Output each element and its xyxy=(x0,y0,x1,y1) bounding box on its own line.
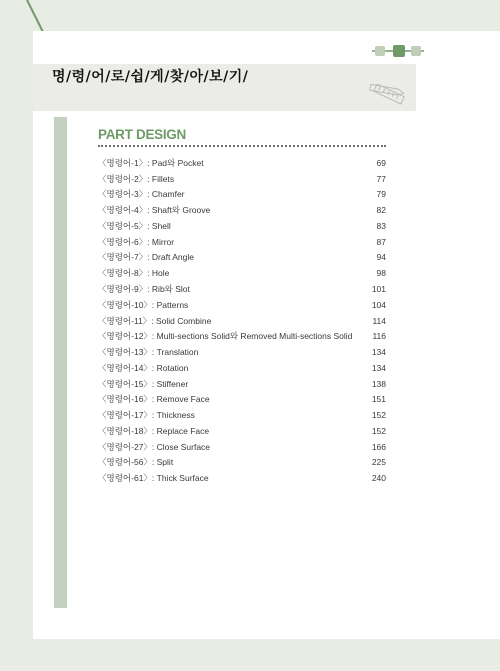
toc-label: 〈명령어-3〉: Chamfer xyxy=(98,189,185,200)
toc-page-number: 79 xyxy=(376,189,386,200)
toc-entry[interactable] xyxy=(98,455,386,471)
toc-label: 〈명령어-12〉: Multi-sections Solid와 Removed Multi-sections Solid xyxy=(98,331,353,342)
toc-entry[interactable] xyxy=(98,344,386,360)
toc-label: 〈명령어-1〉: Pad와 Pocket xyxy=(98,157,204,168)
toc-entry[interactable] xyxy=(98,407,386,423)
toc-page-number: 69 xyxy=(376,157,386,168)
toc-list xyxy=(98,155,386,486)
toc-page-number: 116 xyxy=(372,331,386,342)
toc-label: 〈명령어-27〉: Close Surface xyxy=(98,441,211,452)
toc-page-number: 101 xyxy=(371,284,386,294)
toc-label: 〈명령어-2〉: Fillets xyxy=(98,173,175,184)
toc-page-number: 114 xyxy=(372,315,386,326)
toc-page-number: 104 xyxy=(371,299,386,310)
toc-entry[interactable] xyxy=(98,376,386,392)
toc-page-number: 134 xyxy=(371,347,386,358)
toc-label: 〈명령어-10〉: Patterns xyxy=(98,299,189,310)
toc-page-number: 225 xyxy=(371,457,386,468)
toc-entry[interactable] xyxy=(98,234,386,250)
toc-page-number: 134 xyxy=(371,362,386,373)
section-title: PART DESIGN xyxy=(98,127,186,142)
toc-entry[interactable] xyxy=(98,313,386,329)
toc-entry[interactable] xyxy=(98,218,386,234)
toc-entry[interactable] xyxy=(98,281,386,297)
toc-page-number: 94 xyxy=(376,252,386,263)
toc-entry[interactable] xyxy=(98,202,386,218)
toc-entry[interactable] xyxy=(98,360,386,376)
toc-label: 〈명령어-8〉: Hole xyxy=(98,268,170,279)
toc-page-number: 166 xyxy=(371,441,386,452)
toc-entry[interactable] xyxy=(98,171,386,187)
toc-label: 〈명령어-14〉: Rotation xyxy=(98,362,189,373)
dots-decoration-icon xyxy=(372,44,424,58)
toc-label: 〈명령어-11〉: Solid Combine xyxy=(98,315,212,326)
toc-page-number: 77 xyxy=(376,173,386,184)
toc-label: 〈명령어-15〉: Stiffener xyxy=(98,378,189,389)
toc-label: 〈명령어-18〉: Replace Face xyxy=(98,425,210,436)
toc-label: 〈명령어-56〉: Split xyxy=(98,457,174,468)
toc-page-number: 87 xyxy=(376,236,386,247)
dotted-divider xyxy=(98,145,386,147)
toc-label: 〈명령어-4〉: Shaft와 Groove xyxy=(98,205,211,216)
toc-entry[interactable] xyxy=(98,187,386,203)
toc-page-number: 83 xyxy=(376,220,386,231)
toc-label: 〈명령어-6〉: Mirror xyxy=(98,236,175,247)
toc-label: 〈명령어-16〉: Remove Face xyxy=(98,394,210,405)
toc-entry[interactable] xyxy=(98,155,386,171)
toc-page-number: 151 xyxy=(371,394,386,405)
toc-label: 〈명령어-9〉: Rib와 Slot xyxy=(98,284,190,294)
toc-page-number: 240 xyxy=(371,473,386,484)
toc-entry[interactable] xyxy=(98,265,386,281)
toc-entry[interactable] xyxy=(98,391,386,407)
pencil-ruler-icon xyxy=(368,84,412,108)
toc-page-number: 138 xyxy=(371,378,386,389)
sidebar-strip xyxy=(54,117,67,608)
toc-page-number: 82 xyxy=(376,205,386,216)
toc-page-number: 152 xyxy=(371,425,386,436)
toc-label: 〈명령어-13〉: Translation xyxy=(98,347,199,358)
toc-label: 〈명령어-17〉: Thickness xyxy=(98,410,195,421)
toc-label: 〈명령어-5〉: Shell xyxy=(98,220,171,231)
toc-label: 〈명령어-7〉: Draft Angle xyxy=(98,252,194,263)
toc-entry[interactable] xyxy=(98,470,386,486)
toc-entry[interactable] xyxy=(98,439,386,455)
toc-entry[interactable] xyxy=(98,297,386,313)
page-title: 명/령/어/로/쉽/게/찾/아/보/기/ xyxy=(52,69,249,85)
toc-page-number: 98 xyxy=(376,268,386,279)
toc-entry[interactable] xyxy=(98,250,386,266)
toc-page-number: 152 xyxy=(371,410,386,421)
toc-label: 〈명령어-61〉: Thick Surface xyxy=(98,473,209,484)
toc-entry[interactable] xyxy=(98,423,386,439)
toc-entry[interactable] xyxy=(98,328,386,344)
